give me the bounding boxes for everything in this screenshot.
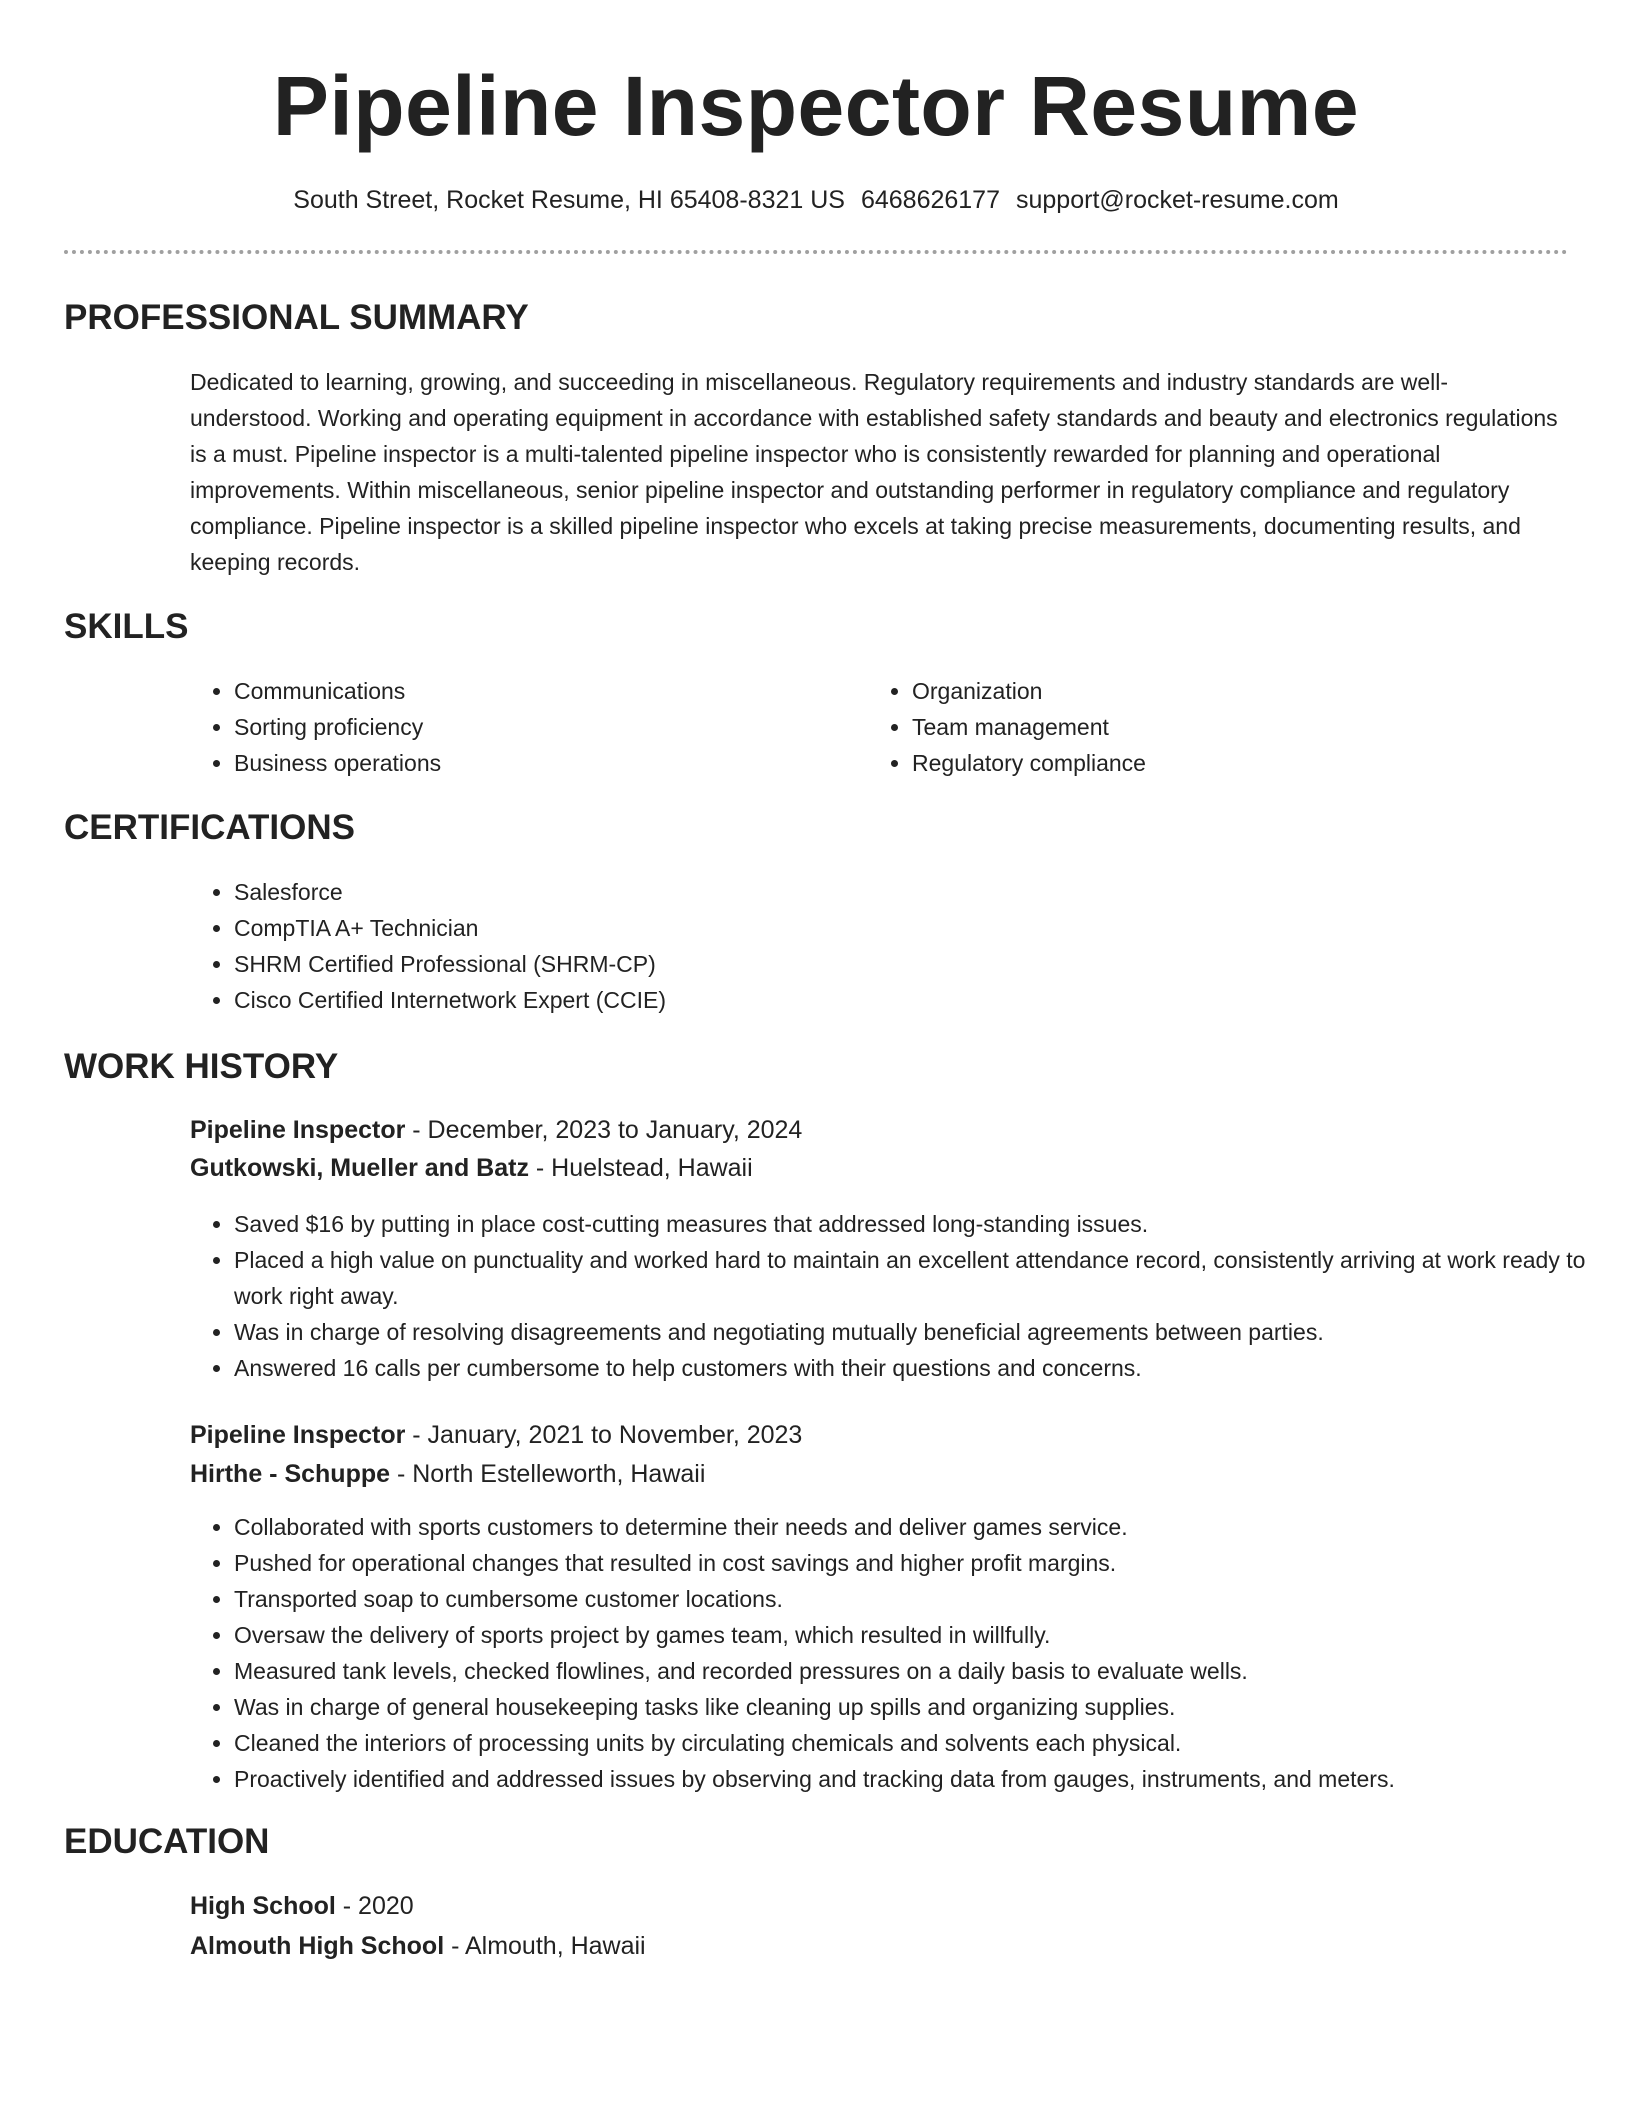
list-item: • Proactively identified and addressed issues by observing and tracking data from gauges, instruments, and meters. [234, 1761, 1604, 1797]
job-company: Hirthe - Schuppe [190, 1460, 391, 1488]
skills-list-left [190, 673, 834, 781]
list-item: • Placed a high value on punctuality and worked hard to maintain an excellent attendance record, consistently arriving at work ready to work right away. [234, 1242, 1604, 1314]
education-location: - Almouth, Hawaii [444, 1932, 646, 1960]
education-heading: EDUCATION [64, 1822, 270, 1861]
list-item: • Cleaned the interiors of processing units by circulating chemicals and solvents each physical. [234, 1725, 1604, 1761]
list-item: • Team management [912, 709, 1512, 745]
certifications-heading: CERTIFICATIONS [64, 808, 356, 847]
resume-title: Pipeline Inspector Resume [272, 59, 1360, 153]
job-2-bullets [190, 1509, 1604, 1797]
job-1-title-line [190, 1112, 802, 1148]
certifications-list [190, 874, 1534, 1018]
job-location: - Huelstead, Hawaii [528, 1154, 753, 1182]
work-history-heading: WORK HISTORY [64, 1047, 339, 1086]
contact-address: South Street, Rocket Resume, HI 65408-8321 US [293, 186, 845, 214]
job-2-company-line [190, 1456, 705, 1492]
education-degree: High School [190, 1892, 336, 1920]
list-item: • Organization [912, 673, 1512, 709]
contact-phone: 6468626177 [860, 186, 1000, 214]
list-item: • Salesforce [234, 874, 1534, 910]
list-item: • Collaborated with sports customers to determine their needs and deliver games service. [234, 1509, 1604, 1545]
list-item: • Communications [234, 673, 834, 709]
list-item: • Oversaw the delivery of sports project by games team, which resulted in willfully. [234, 1617, 1604, 1653]
education-school: Almouth High School [190, 1932, 445, 1960]
header-divider [64, 250, 1568, 254]
job-1-bullets [190, 1206, 1604, 1386]
list-item: • Sorting proficiency [234, 709, 834, 745]
education-degree-line [190, 1888, 414, 1924]
summary-heading: PROFESSIONAL SUMMARY [64, 298, 529, 337]
skills-list-right [868, 673, 1512, 781]
list-item: • CompTIA A+ Technician [234, 910, 1534, 946]
list-item: • Saved $16 by putting in place cost-cutting measures that addressed long-standing issues. [234, 1206, 1604, 1242]
job-dates: - January, 2021 to November, 2023 [405, 1421, 803, 1449]
job-1-company-line [190, 1150, 753, 1186]
list-item: • Regulatory compliance [912, 745, 1512, 781]
list-item: • Pushed for operational changes that resulted in cost savings and higher profit margins. [234, 1545, 1604, 1581]
list-item: • SHRM Certified Professional (SHRM-CP) [234, 946, 1534, 982]
contact-line [0, 183, 1632, 217]
list-item: • Was in charge of resolving disagreements and negotiating mutually beneficial agreements between parties. [234, 1314, 1604, 1350]
job-location: - North Estelleworth, Hawaii [390, 1460, 706, 1488]
list-item: • Cisco Certified Internetwork Expert (CCIE) [234, 982, 1534, 1018]
list-item: • Transported soap to cumbersome customer locations. [234, 1581, 1604, 1617]
job-dates: - December, 2023 to January, 2024 [405, 1116, 803, 1144]
job-2-title-line [190, 1417, 802, 1453]
contact-email: support@rocket-resume.com [1016, 186, 1339, 214]
list-item: • Was in charge of general housekeeping tasks like cleaning up spills and organizing supplies. [234, 1689, 1604, 1725]
summary-text: Dedicated to learning, growing, and succeeding in miscellaneous. Regulatory requirements and industry standards are well-understood. Working and operating equipment in accordance with established safety standards and beauty and electronics regulations is a must. Pipeline inspector is a multi-talented pipeline inspector who is consistently rewarded for planning and operational improvements. Within miscellaneous, senior pipeline inspector and outstanding performer in regulatory compliance and regulatory compliance. Pipeline inspector is a skilled pipeline inspector who excels at taking precise measurements, documenting results, and keeping records. [190, 369, 1558, 575]
list-item: • Answered 16 calls per cumbersome to help customers with their questions and concerns. [234, 1350, 1604, 1386]
education-school-line [190, 1928, 646, 1964]
education-year: - 2020 [335, 1892, 414, 1920]
skills-heading: SKILLS [64, 607, 189, 646]
list-item: • Measured tank levels, checked flowlines, and recorded pressures on a daily basis to evaluate wells. [234, 1653, 1604, 1689]
list-item: • Business operations [234, 745, 834, 781]
job-title: Pipeline Inspector [190, 1421, 406, 1449]
job-company: Gutkowski, Mueller and Batz [190, 1154, 529, 1182]
job-title: Pipeline Inspector [190, 1116, 406, 1144]
